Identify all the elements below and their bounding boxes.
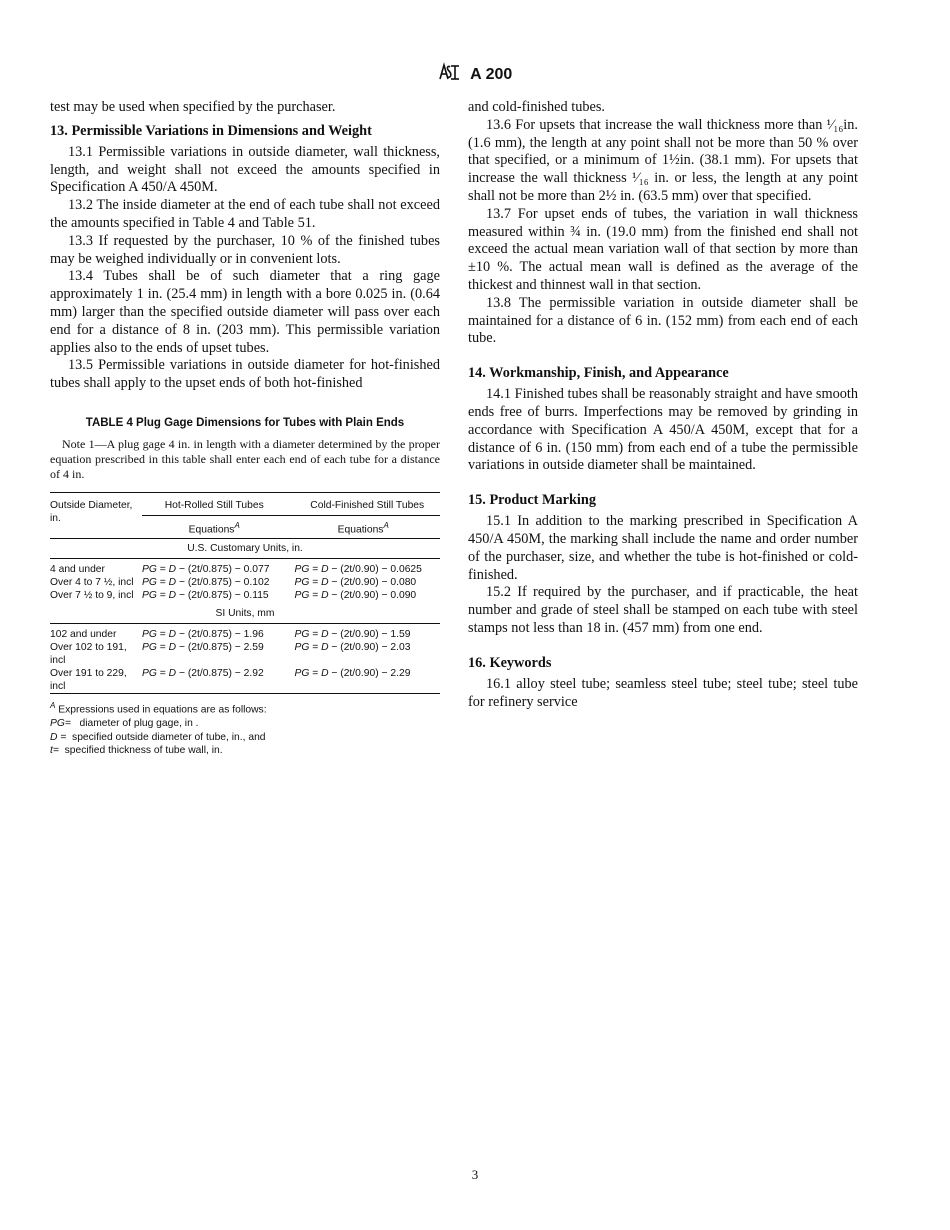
- equation-d-symbol: D: [321, 668, 329, 680]
- table-row: [50, 559, 440, 577]
- equation-d-symbol: D: [168, 642, 177, 654]
- equation-pg-symbol: PG: [142, 629, 157, 641]
- section-15-heading: 15. Product Marking: [468, 492, 597, 509]
- si-units-label: [50, 602, 440, 624]
- footnote-pg-definition: diameter of plug gage, in .: [79, 718, 199, 730]
- right-continuation-text: and cold-finished tubes.: [468, 99, 605, 115]
- equation-pg-symbol: PG: [294, 577, 310, 589]
- equation-thickness-term: (2t/0.90): [340, 577, 379, 589]
- cell-hot-equation: PG = D − (2t/0.875) − 1.96: [142, 629, 264, 641]
- cell-outside-diameter: Over 7 ½ to 9, incl: [50, 590, 134, 602]
- footnote-mark: A: [50, 701, 56, 711]
- equation-thickness-term: (2t/0.875): [187, 629, 232, 641]
- subheader-cold-equations: [286, 515, 440, 538]
- equation-thickness-term: (2t/0.90): [340, 629, 379, 641]
- equation-pg-symbol: PG: [142, 642, 157, 654]
- equation-constant: 2.92: [243, 668, 264, 680]
- equation-d-symbol: D: [168, 577, 177, 589]
- subheader-hot-footnote-mark: A: [234, 520, 240, 530]
- equation-constant: 0.090: [390, 590, 417, 602]
- footnote-t-symbol: t=: [50, 745, 59, 757]
- equation-constant: 1.96: [243, 629, 264, 641]
- equation-thickness-term: (2t/0.90): [340, 564, 379, 576]
- column-header-cold: [286, 492, 440, 515]
- equation-d-symbol: D: [168, 590, 177, 602]
- cell-hot-equation: PG = D − (2t/0.875) − 2.92: [142, 668, 264, 680]
- document-designation: A 200: [470, 65, 513, 83]
- equation-thickness-term: (2t/0.875): [187, 668, 232, 680]
- paragraph-13-8: 13.8 The permissible variation in outside diameter shall be maintained for a distance of 6 in. (152 mm) from each end of each tube.: [468, 294, 858, 347]
- cell-outside-diameter: Over 4 to 7 ½, incl: [50, 577, 134, 589]
- left-column: [50, 99, 440, 758]
- paragraph-13-2: 13.2 The inside diameter at the end of each tube shall not exceed the amounts specified in Table 4 and Table 51.: [50, 197, 440, 231]
- table-row: [50, 667, 440, 694]
- section-16-heading: 16. Keywords: [468, 654, 552, 671]
- equation-constant: 0.0625: [390, 564, 422, 576]
- subheader-cold-footnote-mark: A: [383, 520, 389, 530]
- table-row: [50, 641, 440, 667]
- footnote-t-definition: specified thickness of tube wall, in.: [64, 745, 223, 757]
- cell-cold-equation: PG = D − (2t/0.90) − 0.090: [294, 590, 417, 602]
- paragraph-13-1: 13.1 Permissible variations in outside diameter, wall thickness, length, and weight shall not exceed the amounts specified in Specification A 450/A 450M.: [50, 143, 440, 196]
- equation-constant: 2.59: [243, 642, 264, 654]
- table-4: [50, 415, 440, 758]
- equation-constant: 2.03: [390, 642, 411, 654]
- column-header-hot: [142, 492, 286, 515]
- cell-hot-equation: PG = D − (2t/0.875) − 0.077: [142, 564, 270, 576]
- table-4-footnotes: [50, 699, 440, 757]
- footnote-t: [50, 744, 440, 758]
- equation-pg-symbol: PG: [142, 668, 157, 680]
- cell-cold-equation: PG = D − (2t/0.90) − 2.29: [294, 668, 411, 680]
- equation-d-symbol: D: [321, 564, 329, 576]
- equation-d-symbol: D: [321, 642, 329, 654]
- equation-d-symbol: D: [321, 590, 329, 602]
- equation-d-symbol: D: [168, 629, 177, 641]
- equation-thickness-term: (2t/0.875): [187, 590, 232, 602]
- cell-hot-equation: PG = D − (2t/0.875) − 0.115: [142, 590, 269, 602]
- equation-thickness-term: (2t/0.875): [187, 577, 232, 589]
- cell-outside-diameter: Over 102 to 191, incl: [50, 642, 127, 667]
- paragraph-13-3: 13.3 If requested by the purchaser, 10 % of the finished tubes may be weighed individually or in convenient lots.: [50, 232, 440, 267]
- equation-pg-symbol: PG: [294, 629, 310, 641]
- footnote-intro: [50, 699, 440, 717]
- si-units-text: SI Units, mm: [215, 608, 275, 620]
- equation-pg-symbol: PG: [294, 564, 310, 576]
- table-row: [50, 624, 440, 642]
- equation-d-symbol: D: [168, 668, 177, 680]
- us-units-label: [50, 539, 440, 559]
- cell-outside-diameter: 4 and under: [50, 564, 105, 576]
- column-header-od: [50, 492, 142, 538]
- equation-thickness-term: (2t/0.90): [340, 642, 379, 654]
- paragraph-15-1: 15.1 In addition to the marking prescribed in Specification A 450/A 450M, the marking shall include the name and order number of the purchaser, size, and whether the tube is hot-finished or cold-finished.: [468, 513, 858, 583]
- column-header-hot-label: Hot-Rolled Still Tubes: [164, 499, 264, 511]
- cell-outside-diameter: 102 and under: [50, 629, 117, 641]
- equation-thickness-term: (2t/0.90): [340, 590, 379, 602]
- footnote-d-definition: specified outside diameter of tube, in., and: [72, 731, 266, 743]
- paragraph-15-2: 15.2 If required by the purchaser, and if practicable, the heat number and grade of steel shall be stamped on each tube with steel stamps not less than 18 in. (457 mm) from one end.: [468, 584, 858, 636]
- section-14-heading: 14. Workmanship, Finish, and Appearance: [468, 365, 729, 382]
- cell-cold-equation: PG = D − (2t/0.90) − 0.0625: [294, 564, 422, 576]
- equation-pg-symbol: PG: [294, 668, 310, 680]
- left-continuation-text: test may be used when specified by the purchaser.: [50, 99, 336, 115]
- equation-pg-symbol: PG: [142, 590, 157, 602]
- paragraph-13-5: 13.5 Permissible variations in outside diameter for hot-finished tubes shall apply to the upset ends of both hot-finished: [50, 357, 440, 392]
- astm-logo-icon: [438, 62, 460, 87]
- column-header-od-label: Outside Diameter, in.: [50, 499, 133, 524]
- footnote-d: [50, 731, 440, 745]
- section-13-heading: 13. Permissible Variations in Dimensions and Weight: [50, 122, 372, 139]
- equation-constant: 1.59: [390, 629, 411, 641]
- table-row: [50, 589, 440, 602]
- table-4-title: TABLE 4 Plug Gage Dimensions for Tubes with Plain Ends: [85, 416, 405, 429]
- us-units-rows: [50, 559, 440, 603]
- cell-cold-equation: PG = D − (2t/0.90) − 0.080: [294, 577, 417, 589]
- equation-pg-symbol: PG: [294, 590, 310, 602]
- paragraph-16-1: 16.1 alloy steel tube; seamless steel tube; steel tube; steel tube for refinery service: [468, 675, 858, 710]
- table-row: [50, 576, 440, 589]
- si-units-rows: [50, 624, 440, 694]
- equation-constant: 0.115: [243, 590, 269, 602]
- table-bottom-rule: [50, 694, 440, 697]
- equation-pg-symbol: PG: [142, 577, 157, 589]
- equation-constant: 0.080: [390, 577, 417, 589]
- subheader-hot-equations-label: Equations: [188, 524, 235, 536]
- equation-pg-symbol: PG: [142, 564, 157, 576]
- page-header: [0, 62, 950, 87]
- equation-constant: 0.077: [243, 564, 270, 576]
- subheader-cold-equations-label: Equations: [337, 524, 384, 536]
- paragraph-13-6: 13.6 For upsets that increase the wall thickness more than ¹⁄₁₆in. (1.6 mm), the length at any point shall not be more than 50 % over that specified, or a minimum of 1½in. (38.1 mm). For upsets that increase the wall thickness ¹⁄₁₆ in. or less, the length at any point shall not be more than 2½ in. (63.5 mm) over that specified.: [468, 116, 858, 204]
- cell-outside-diameter: Over 191 to 229, incl: [50, 668, 127, 693]
- equation-thickness-term: (2t/0.90): [340, 668, 379, 680]
- equation-pg-symbol: PG: [294, 642, 310, 654]
- cell-cold-equation: PG = D − (2t/0.90) − 2.03: [294, 642, 411, 654]
- column-header-cold-label: Cold-Finished Still Tubes: [310, 499, 425, 511]
- equation-constant: 2.29: [390, 668, 411, 680]
- footnote-intro-text: Expressions used in equations are as follows:: [58, 704, 267, 716]
- equation-d-symbol: D: [168, 564, 177, 576]
- subheader-hot-equations: [142, 515, 286, 538]
- right-column: [468, 99, 858, 711]
- equation-d-symbol: D: [321, 629, 329, 641]
- footnote-d-symbol: D =: [50, 731, 67, 743]
- footnote-pg: [50, 717, 440, 731]
- footnote-pg-symbol: PG=: [50, 718, 71, 730]
- paragraph-14-1: 14.1 Finished tubes shall be reasonably straight and have smooth ends free of burrs. Imperfections may be removed by grinding in accordance with Specification A 450/A 450M, except that for a distance of 6 in. (150 mm) from each end of a tube the permissible variations in outside diameter shall be maintained.: [468, 386, 858, 474]
- equation-d-symbol: D: [321, 577, 329, 589]
- us-units-text: U.S. Customary Units, in.: [187, 543, 303, 555]
- paragraph-13-7: 13.7 For upset ends of tubes, the variation in wall thickness measured within ¾ in. (19.0 mm) from the finished end shall not exceed the actual mean variation wall of that section by more than ±10 %. The actual mean wall is defined as the average of the thickest and thinnest wall in that section.: [468, 205, 858, 293]
- table-4-grid: [50, 492, 440, 696]
- equation-constant: 0.102: [243, 577, 270, 589]
- equation-thickness-term: (2t/0.875): [187, 564, 232, 576]
- page-number: 3: [471, 1167, 479, 1182]
- paragraph-13-4: 13.4 Tubes shall be of such diameter that a ring gage approximately 1 in. (25.4 mm) in length with a bore 0.025 in. (0.64 mm) larger than the specified outside diameter will pass over each end for a distance of 8 in. (203 mm). This permissible variation applies also to the ends of upset tubes.: [50, 268, 440, 356]
- cell-hot-equation: PG = D − (2t/0.875) − 0.102: [142, 577, 270, 589]
- cell-hot-equation: PG = D − (2t/0.875) − 2.59: [142, 642, 264, 654]
- cell-cold-equation: PG = D − (2t/0.90) − 1.59: [294, 629, 411, 641]
- equation-thickness-term: (2t/0.875): [187, 642, 232, 654]
- table-4-note: Note 1—A plug gage 4 in. in length with a diameter determined by the proper equation prescribed in this table shall enter each end of each tube for a distance of 4 in.: [50, 436, 440, 481]
